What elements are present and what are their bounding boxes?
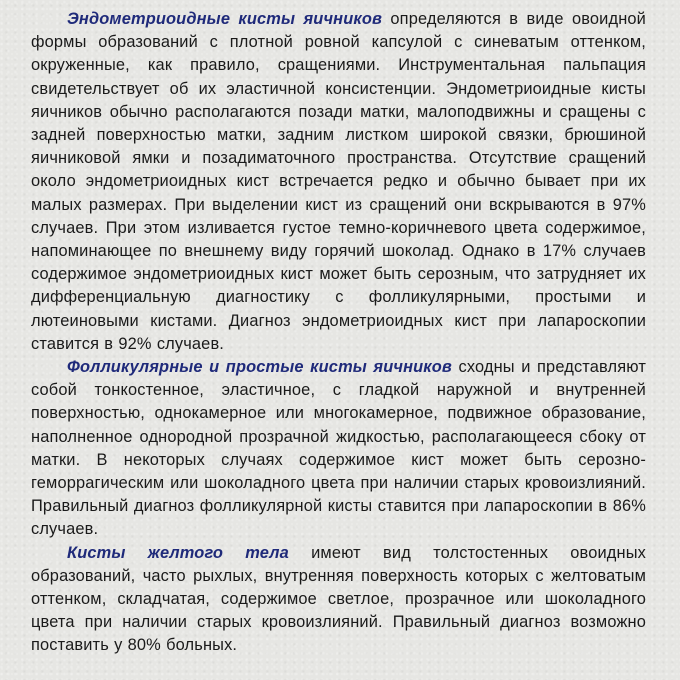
- paragraph-corpus-luteum-cysts: [31, 542, 646, 658]
- term-corpus-luteum-cysts: Кисты желтого тела: [67, 543, 289, 562]
- paragraph-body: сходны и представляют собой тонкостенное, эластичное, с гладкой наружной и внутренней поверхностью, однокамерное или многокамерное, подвижное образование, наполненное однородной прозрачной жидкостью, располагающееся сбоку от матки. В некоторых случаях содержимое кист может быть серозно-геморрагическим или шоколадного цвета при наличии старых кровоизлияний. Правильный диагноз фолликулярной кисты ставится при лапароскопии в 86% случаев.: [31, 358, 646, 539]
- paragraph-body: имеют вид толстостенных овоидных образований, часто рыхлых, внутренняя поверхность которых с желтоватым оттенком, складчатая, содержимое светлое, прозрачное или шоколадного цвета при наличии старых кровоизлияний. Правильный диагноз возможно поставить у 80% больных.: [31, 543, 646, 655]
- term-follicular-cysts: Фолликулярные и простые кисты яичников: [67, 358, 452, 377]
- paragraph-body: определяются в виде овоидной формы образований с плотной ровной капсулой с синеватым оттенком, окруженные, как правило, сращениями. Инструментальная пальпация свидетельствует об их эластичной консистенции. Эндометриоидные кисты яичников обычно располагаются позади матки, малоподвижны и сращены с задней поверхностью матки, задним листком широкой связки, брюшиной яичниковой ямки и позадиматочного пространства. Отсутствие сращений около эндометриоидных кист встречается редко и обычно бывает при их малых размерах. При выделении кист из сращений они вскрываются в 97% случаев. При этом изливается густое темно-коричневого цвета содержимое, напоминающее по внешнему виду горячий шоколад. Однако в 17% случаев содержимое эндометриоидных кист может быть серозным, что затрудняет их дифференциальную диагностику с фолликулярными, простыми и лютеиновыми кистами. Диагноз эндометриоидных кист при лапароскопии ставится в 92% случаев.: [31, 10, 646, 353]
- paragraph-follicular-cysts: [31, 356, 646, 542]
- term-endometrioid-cysts: Эндометриоидные кисты яичников: [67, 10, 383, 28]
- paragraph-endometrioid-cysts: [31, 8, 646, 356]
- document-page: [31, 8, 646, 672]
